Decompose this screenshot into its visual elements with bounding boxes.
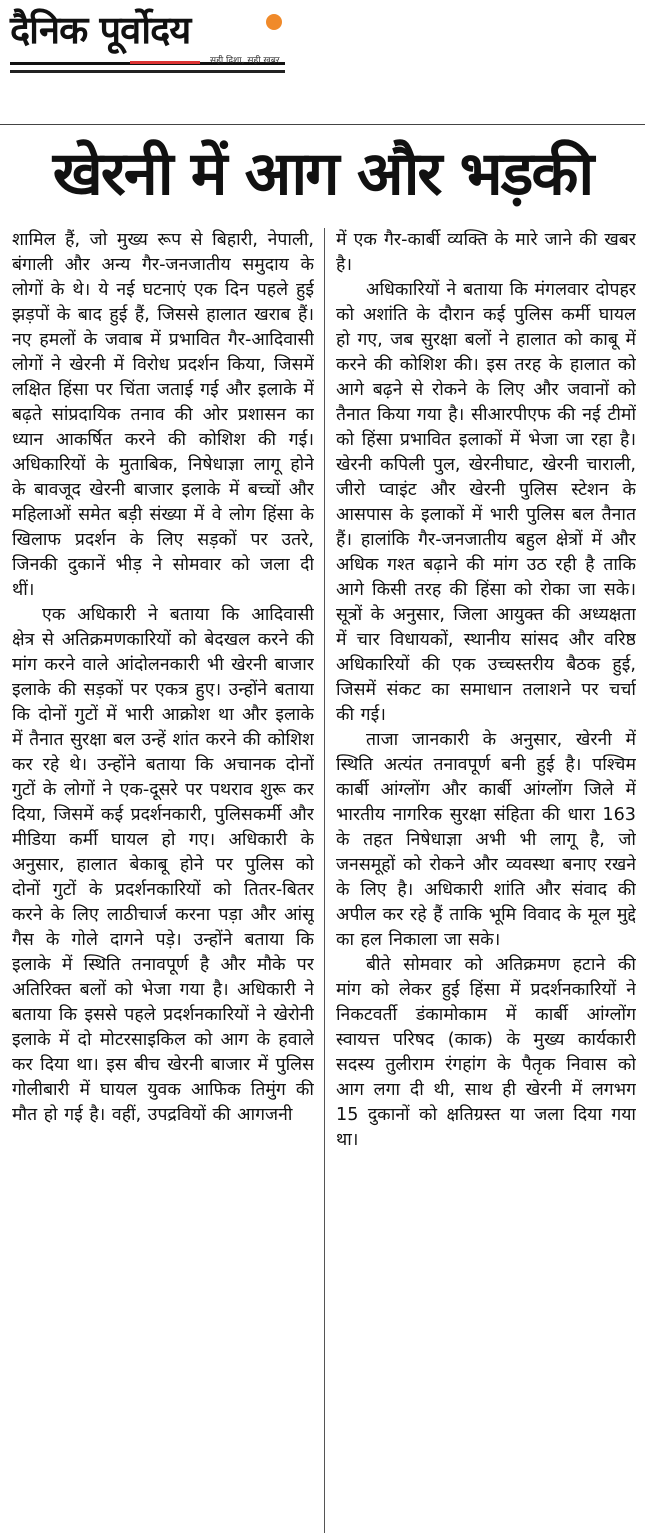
masthead-title: दैनिक पूर्वोदय — [10, 8, 191, 52]
masthead — [10, 4, 300, 74]
masthead-logo-dot — [266, 14, 282, 30]
masthead-rule-lower — [10, 70, 285, 73]
masthead-tagline: सही दिशा, सही खबर — [210, 56, 280, 66]
article-headline: खेरनी में आग और भड़की — [52, 139, 593, 209]
page-divider — [0, 124, 645, 125]
article-paragraph: बीते सोमवार को अतिक्रमण हटाने की मांग को लेकर हुई हिंसा में प्रदर्शनकारियों ने निकटवर्ती डंकामोकाम में कार्बी आंग्लोंग स्वायत्त परिषद (काक) के मुख्य कार्यकारी सदस्य तुलीराम रंगहांग के पैतृक निवास को आग लगा दी थी, साथ ही खेरनी में लगभग 15 दुकानों को क्षतिग्रस्त या जला दिया गया था। — [336, 955, 636, 1150]
article-paragraph: अधिकारियों ने बताया कि मंगलवार दोपहर को अशांति के दौरान कई पुलिस कर्मी घायल हो गए, जब सुरक्षा बलों ने हालात को काबू में करने की कोशिश की। इस तरह के हालात को आगे बढ़ने से रोकने के लिए और जवानों को तैनात किया गया है। सीआरपीएफ की नई टीमों को हिंसा प्रभावित इलाकों में भेजा जा रहा है। खेरनी कपिली पुल, खेरनीघाट, खेरनी चाराली, जीरो प्वाइंट और खेरनी पुलिस स्टेशन के आसपास के इलाकों में भारी पुलिस बल तैनात हैं। हालांकि गैर-जनजातीय बहुल क्षेत्रों में और अधिक गश्त बढ़ाने की मांग उठ रही है ताकि आगे किसी तरह की हिंसा को रोका जा सके। सूत्रों के अनुसार, जिला आयुक्त की अध्यक्षता में चार विधायकों, स्थानीय सांसद और वरिष्ठ अधिकारियों की एक उच्चस्तरीय बैठक हुई, जिसमें संकट का समाधान तलाशने पर चर्चा की गई। — [336, 280, 636, 725]
column-divider — [324, 228, 325, 1533]
article-paragraph: ताजा जानकारी के अनुसार, खेरनी में स्थिति अत्यंत तनावपूर्ण बनी हुई है। पश्चिम कार्बी आंग्लोंग और कार्बी आंग्लोंग जिले में भारतीय नागरिक सुरक्षा संहिता की धारा 163 के तहत निषेधाज्ञा अभी भी लागू है, जो जनसमूहों को रोकने और व्यवस्था बनाए रखने के लिए है। अधिकारी शांति और संवाद की अपील कर रहे हैं ताकि भूमि विवाद के मूल मुद्दे का हल निकाला जा सके। — [336, 730, 636, 950]
article-column-right — [336, 228, 636, 1538]
masthead-accent-rule — [130, 61, 200, 64]
article-column-left — [12, 228, 314, 1538]
article-paragraph: शामिल हैं, जो मुख्य रूप से बिहारी, नेपाली, बंगाली और अन्य गैर-जनजातीय समुदाय के लोगों के थे। ये नई घटनाएं एक दिन पहले हुई झड़पों के बाद हुई हैं, जिससे हालात खराब हैं। नए हमलों के जवाब में प्रभावित गैर-आदिवासी लोगों ने खेरनी में विरोध प्रदर्शन किया, जिसमें लक्षित हिंसा पर चिंता जताई गई और इलाके में बढ़ते सांप्रदायिक तनाव की ओर प्रशासन का ध्यान आकर्षित करने की कोशिश की गई। अधिकारियों के मुताबिक, निषेधाज्ञा लागू होने के बावजूद खेरनी बाजार इलाके में बच्चों और महिलाओं समेत बड़ी संख्या में वे लोग हिंसा के खिलाफ प्रदर्शन के लिए सड़कों पर उतरे, जिनकी दुकानें भीड़ ने सोमवार को जला दी थीं। — [12, 230, 314, 600]
article-paragraph: में एक गैर-कार्बी व्यक्ति के मारे जाने की खबर है। — [336, 230, 636, 275]
article-paragraph: एक अधिकारी ने बताया कि आदिवासी क्षेत्र से अतिक्रमणकारियों को बेदखल करने की मांग करने वाले आंदोलनकारी भी खेरनी बाजार इलाके की सड़कों पर एकत्र हुए। उन्होंने बताया कि दोनों गुटों में भारी आक्रोश था और इलाके में तैनात सुरक्षा बल उन्हें शांत करने की कोशिश कर रहे थे। उन्होंने बताया कि अचानक दोनों गुटों के लोगों ने एक-दूसरे पर पथराव शुरू कर दिया, जिसमें कई प्रदर्शनकारी, पुलिसकर्मी और मीडिया कर्मी घायल हो गए। अधिकारी के अनुसार, हालात बेकाबू होने पर पुलिस को दोनों गुटों के प्रदर्शनकारियों को तितर-बितर करने के लिए लाठीचार्ज करना पड़ा और आंसू गैस के गोले दागने पड़े। उन्होंने बताया कि इलाके में स्थिति तनावपूर्ण है और मौके पर अतिरिक्त बलों को भेजा गया है। अधिकारी ने बताया कि इससे पहले प्रदर्शनकारियों ने खेरोनी इलाके में दो मोटरसाइकिल को आग के हवाले कर दिया था। इस बीच खेरनी बाजार में पुलिस गोलीबारी में घायल युवक आफिक तिमुंग की मौत हो गई है। वहीं, उपद्रवियों की आगजनी — [12, 605, 314, 1125]
